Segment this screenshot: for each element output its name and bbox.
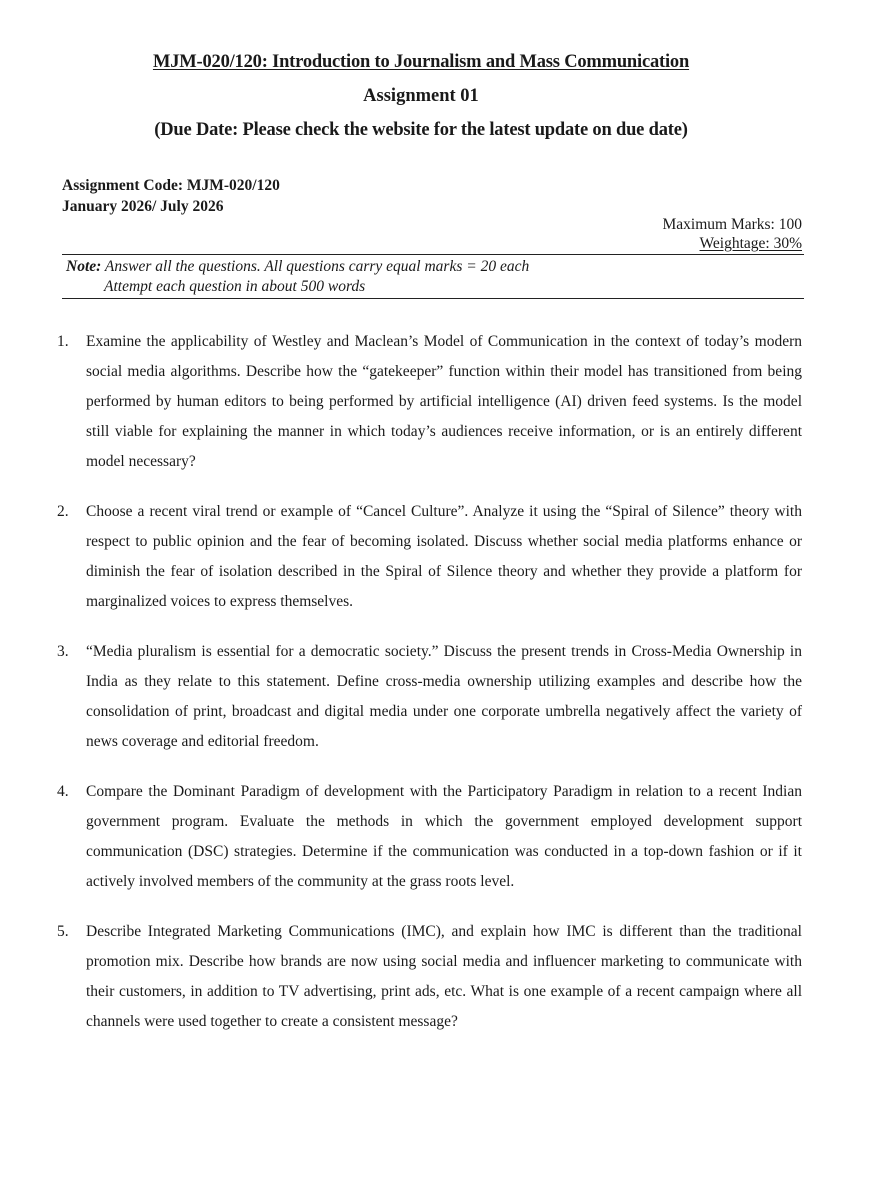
question-item [57, 777, 802, 897]
question-text: Describe Integrated Marketing Communications (IMC), and explain how IMC is different than the traditional promotion mix. Describe how brands are now using social media and influencer marketing to communicate with their customers, in addition to TV advertising, print ads, etc. What is one example of a recent campaign where all channels were used together to create a consistent message? [86, 923, 802, 1030]
note-line-2: Attempt each question in about 500 words [104, 278, 366, 295]
assignment-code: Assignment Code: MJM-020/120 [62, 177, 280, 194]
question-number: 4. [57, 783, 69, 800]
course-title: MJM-020/120: Introduction to Journalism and Mass Communication [152, 52, 690, 72]
note-line-1: Answer all the questions. All questions carry equal marks = 20 each [101, 258, 530, 275]
question-item [57, 497, 802, 617]
question-list [57, 327, 802, 1057]
assignment-session: January 2026/ July 2026 [62, 198, 224, 215]
question-number: 2. [57, 503, 69, 520]
question-text: Choose a recent viral trend or example of “Cancel Culture”. Analyze it using the “Spiral of Silence” theory with respect to public opinion and the fear of becoming isolated. Discuss whether social media platforms enhance or diminish the fear of isolation described in the Spiral of Silence theory and whether they provide a platform for marginalized voices to express themselves. [86, 503, 802, 610]
question-text: Examine the applicability of Westley and Maclean’s Model of Communication in the context of today’s modern social media algorithms. Describe how the “gatekeeper” function within their model has transitioned from being performed by human editors to being performed by artificial intelligence (AI) driven feed systems. Is the model still viable for explaining the manner in which today’s audiences receive information, or is an entirely different model necessary? [86, 333, 802, 470]
question-item [57, 917, 802, 1037]
question-text: “Media pluralism is essential for a democratic society.” Discuss the present trends in Cross-Media Ownership in India as they relate to this statement. Define cross-media ownership utilizing examples and describe how the consolidation of print, broadcast and digital media under one corporate umbrella negatively affect the variety of news coverage and editorial freedom. [86, 643, 802, 750]
question-item [57, 327, 802, 477]
question-number: 1. [57, 333, 69, 350]
due-date-notice: (Due Date: Please check the website for the latest update on due date) [154, 120, 688, 140]
assignment-number: Assignment 01 [363, 86, 479, 106]
divider-top [62, 254, 804, 255]
marks-info [663, 215, 803, 253]
assignment-meta [62, 175, 280, 217]
weightage: Weightage: 30% [699, 235, 802, 252]
note-label: Note: [66, 258, 102, 275]
maximum-marks: Maximum Marks: 100 [662, 216, 802, 233]
question-number: 3. [57, 643, 69, 660]
note-block [66, 257, 529, 297]
question-text: Compare the Dominant Paradigm of development with the Participatory Paradigm in relation to a recent Indian government program. Evaluate the methods in which the government employed development support communication (DSC) strategies. Determine if the communication was conducted in a top-down fashion or if it actively involved members of the community at the grass roots level. [86, 783, 802, 890]
question-number: 5. [57, 923, 69, 940]
question-item [57, 637, 802, 757]
divider-bottom [62, 298, 804, 299]
